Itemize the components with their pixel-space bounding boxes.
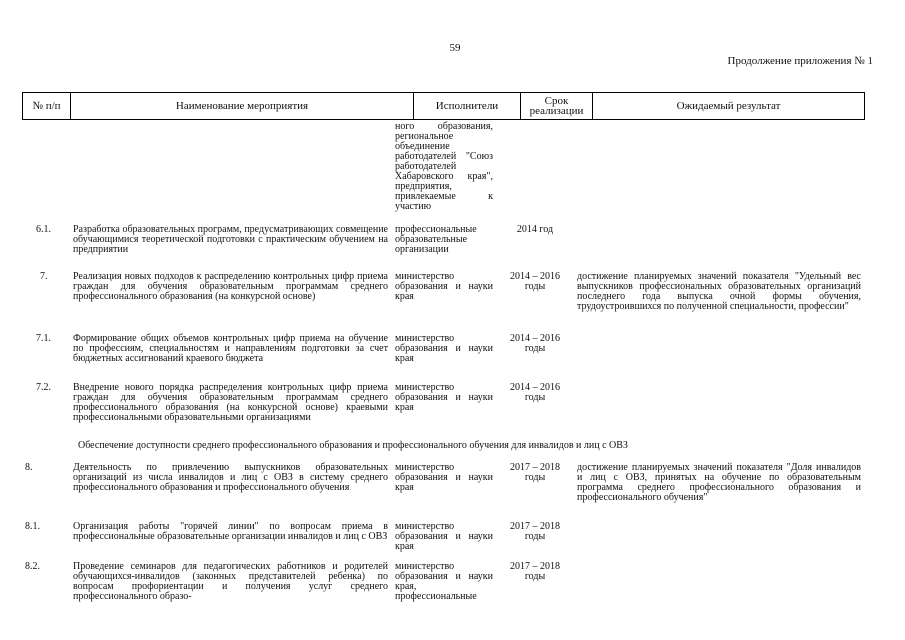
row-result: достижение планируемых значений показателя "Доля инвалидов и лиц с ОВЗ, принятых на обучение по образовательным программа среднего профессионального образования и профессионального обучения" xyxy=(577,462,861,503)
row-num: 8.2. xyxy=(25,561,40,572)
row-term: 2014 – 2016 годы xyxy=(510,382,560,403)
page-number: 59 xyxy=(449,42,461,54)
row-name: Формирование общих объемов контрольных цифр приема на обучение по профессиям, специальностям и направлениям подготовки за счет бюджетных ассигнований краевого бюджета xyxy=(73,333,388,364)
row-name: Проведение семинаров для педагогических работников и родителей обучающихся-инвалидов (законных представителей ребенка) по вопросам профориентации и получения услуг среднего профессионального образо- xyxy=(73,561,388,602)
row-num: 7.2. xyxy=(36,382,51,393)
row-term: 2014 год xyxy=(516,224,554,235)
row-name: Организация работы "горячей линии" по вопросам приема в профессиональные образовательные организации инвалидов и лиц с ОВЗ xyxy=(73,521,388,542)
row-executors: министерство образования и науки края xyxy=(395,382,493,413)
row-num: 7. xyxy=(40,271,48,282)
header-executors: Исполнители xyxy=(414,93,521,119)
header-num: № п/п xyxy=(23,93,71,119)
row-num: 6.1. xyxy=(36,224,51,235)
row-executors: министерство образования и науки края, профессиональные xyxy=(395,561,493,602)
row-name: Разработка образовательных программ, предусматривающих совмещение обучающимися теоретической подготовки с практическим обучением на предприятии xyxy=(73,224,388,255)
row-term: 2014 – 2016 годы xyxy=(510,271,560,292)
row-executors: министерство образования и науки края xyxy=(395,462,493,493)
row-name: Внедрение нового порядка распределения контрольных цифр приема граждан для обучения образовательным программам среднего профессионального образования (на конкурсной основе) краевыми профессиональными образовательными организациями xyxy=(73,382,388,423)
table-header xyxy=(22,92,865,120)
row-num: 7.1. xyxy=(36,333,51,344)
row-name: Реализация новых подходов к распределению контрольных цифр приема граждан для обучения образовательным программам среднего профессионального образования (на конкурсной основе) xyxy=(73,271,388,302)
row-executors: министерство образования и науки края xyxy=(395,333,493,364)
row-executors: министерство образования и науки края xyxy=(395,521,493,552)
row-executors: министерство образования и науки края xyxy=(395,271,493,302)
row-num: 8.1. xyxy=(25,521,40,532)
header-result: Ожидаемый результат xyxy=(676,100,781,112)
row-executors: профессиональные образовательные организации xyxy=(395,224,477,255)
row-result: достижение планируемых значений показателя "Удельный вес выпускников профессиональных образовательных организаций последнего года выпуска очной формы обучения, трудоустроившихся по полученной специальности, профессии" xyxy=(577,271,861,312)
row-num: 8. xyxy=(25,462,33,473)
carry-executors: ного образования, региональное объединение работодателей "Союз работодателей Хабаровского края", предприятия, привлекаемые к участию xyxy=(395,121,493,212)
row-term: 2017 – 2018 годы xyxy=(510,561,560,582)
header-name: Наименование мероприятия xyxy=(71,93,414,119)
section-title: Обеспечение доступности среднего профессионального образования и профессионального обучения для инвалидов и лиц с ОВЗ xyxy=(78,440,628,451)
row-term: 2014 – 2016 годы xyxy=(510,333,560,354)
header-term: Срок реализации xyxy=(521,93,593,119)
row-name: Деятельность по привлечению выпускников образовательных организаций из числа инвалидов и лиц с ОВЗ в систему среднего профессионального образования и профессионального обучения xyxy=(73,462,388,493)
row-term: 2017 – 2018 годы xyxy=(510,462,560,483)
continuation-label: Продолжение приложения № 1 xyxy=(727,55,873,67)
row-term: 2017 – 2018 годы xyxy=(510,521,560,542)
